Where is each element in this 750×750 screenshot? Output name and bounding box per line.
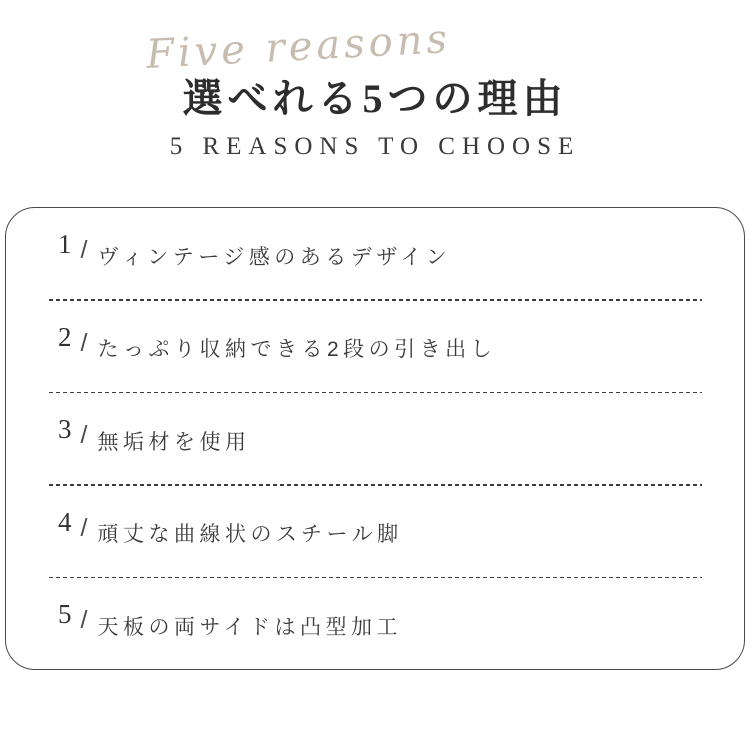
slash-divider: / bbox=[80, 513, 88, 542]
reason-number: 1 bbox=[58, 229, 72, 259]
list-item bbox=[6, 208, 744, 299]
reason-number: 2 bbox=[58, 321, 72, 352]
reason-text: ヴィンテージ感のあるデザイン bbox=[97, 245, 452, 269]
reason-text: 無垢材を使用 bbox=[97, 430, 251, 454]
reason-number: 4 bbox=[58, 506, 72, 537]
page-title: 選べれる5つの理由 bbox=[182, 76, 568, 121]
list-item bbox=[6, 578, 744, 669]
list-item bbox=[6, 486, 744, 577]
slash-divider: / bbox=[80, 328, 88, 357]
reason-text: 天板の両サイドは凸型加工 bbox=[97, 615, 402, 639]
reason-text: たっぷり収納できる2段の引き出し bbox=[97, 338, 497, 362]
slash-divider: / bbox=[80, 421, 88, 449]
reason-text: 頑丈な曲線状のスチール脚 bbox=[97, 523, 403, 547]
reason-number: 5 bbox=[58, 599, 72, 629]
reason-number: 3 bbox=[58, 414, 72, 444]
page-subtitle: 5 REASONS TO CHOOSE bbox=[169, 133, 581, 160]
section-header bbox=[0, 0, 750, 207]
decorative-script-text: Five reasons bbox=[145, 16, 453, 78]
list-item bbox=[6, 393, 744, 484]
list-item bbox=[6, 301, 744, 392]
slash-divider: / bbox=[80, 606, 88, 634]
slash-divider: / bbox=[80, 236, 88, 264]
reasons-box bbox=[5, 207, 745, 670]
